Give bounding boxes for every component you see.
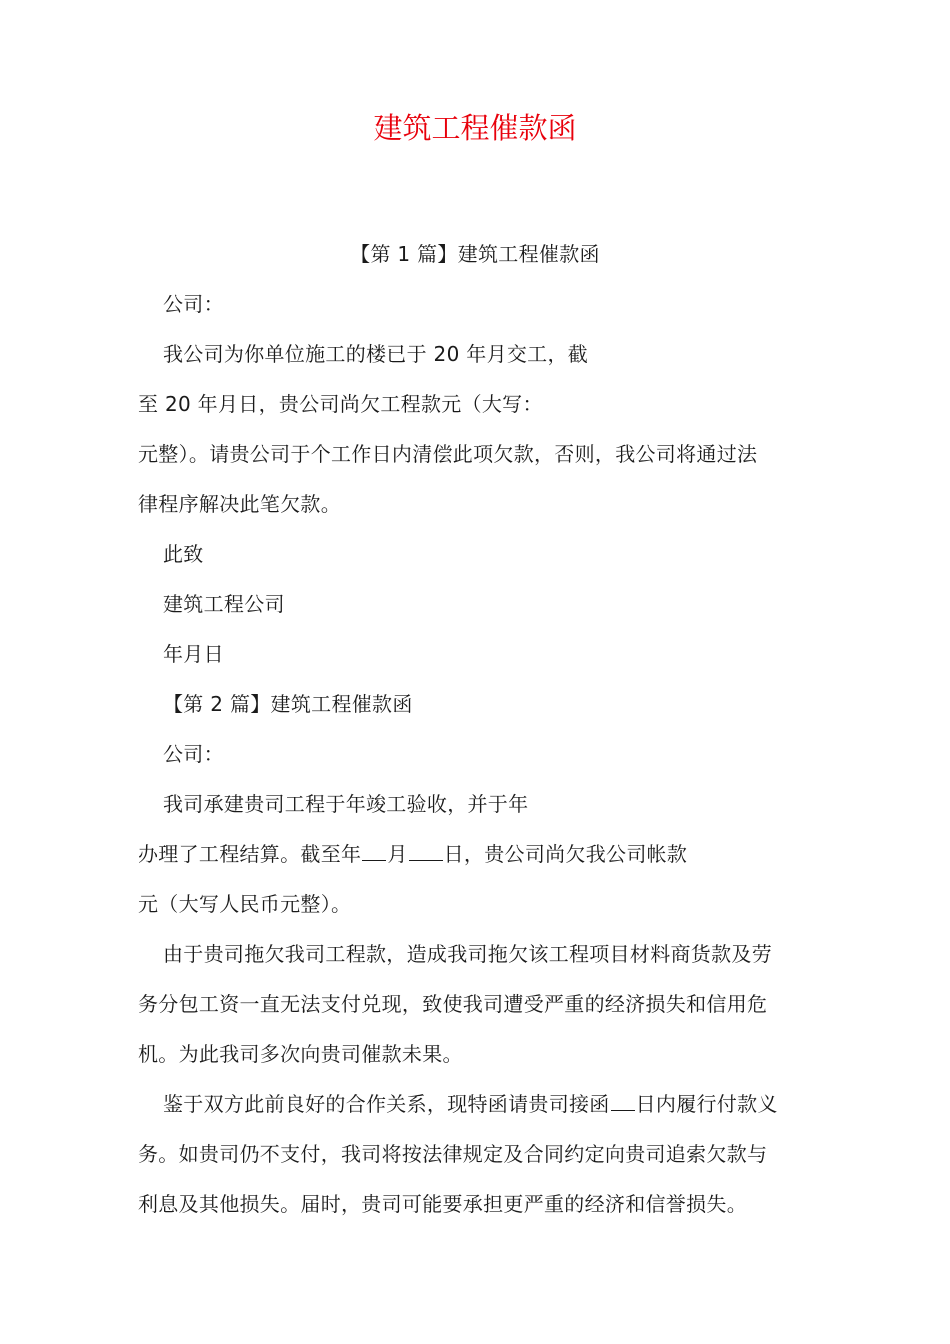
article-2-paragraph-line: 务分包工资一直无法支付兑现，致使我司遭受严重的经济损失和信用危: [138, 992, 768, 1016]
article-2-paragraph-line: 我司承建贵司工程于年竣工验收，并于年: [163, 792, 529, 816]
article-1-paragraph-line: 我公司为你单位施工的楼已于 20 年月交工，截: [163, 342, 589, 366]
article-1-signature: 建筑工程公司: [163, 592, 285, 616]
fill-in-blank-line: [611, 1092, 635, 1111]
article-2-paragraph-line-with-blanks: [138, 840, 687, 868]
document-title: 建筑工程催款函: [373, 111, 577, 145]
article-1-date: 年月日: [163, 642, 224, 666]
article-2-paragraph-line: 由于贵司拖欠我司工程款，造成我司拖欠该工程项目材料商货款及劳: [163, 942, 772, 966]
text-segment: 日内履行付款义: [635, 1092, 778, 1116]
article-2-paragraph-line: 机。为此我司多次向贵司催款未果。: [138, 1042, 463, 1066]
article-1-paragraph-line: 律程序解决此笔欠款。: [138, 492, 341, 516]
article-2-paragraph-line: 务。如贵司仍不支付，我司将按法律规定及合同约定向贵司追索欠款与: [138, 1142, 768, 1166]
fill-in-blank-line: [409, 842, 443, 861]
article-2-heading: 【第 2 篇】建筑工程催款函: [163, 692, 413, 716]
fill-in-blank-line: [362, 842, 386, 861]
article-1-heading: 【第 1 篇】建筑工程催款函: [350, 242, 600, 266]
article-2-paragraph-line: 元（大写人民币元整）。: [138, 892, 352, 916]
article-2-paragraph-line: 利息及其他损失。届时，贵司可能要承担更严重的经济和信誉损失。: [138, 1192, 747, 1216]
text-segment: 日，贵公司尚欠我公司帐款: [443, 842, 688, 866]
article-1-closing: 此致: [163, 542, 204, 566]
article-1-paragraph-line: 至 20 年月日，贵公司尚欠工程款元（大写：: [138, 392, 543, 416]
article-1-paragraph-line: 元整）。请贵公司于个工作日内清偿此项欠款，否则，我公司将通过法: [138, 442, 758, 466]
text-segment: 办理了工程结算。截至年: [138, 842, 362, 866]
article-2-salutation: 公司：: [163, 742, 224, 766]
article-1-salutation: 公司：: [163, 292, 224, 316]
article-2-paragraph-line-with-blank: [163, 1090, 778, 1118]
text-segment: 鉴于双方此前良好的合作关系，现特函请贵司接函: [163, 1092, 610, 1116]
text-segment: 月: [387, 842, 408, 866]
